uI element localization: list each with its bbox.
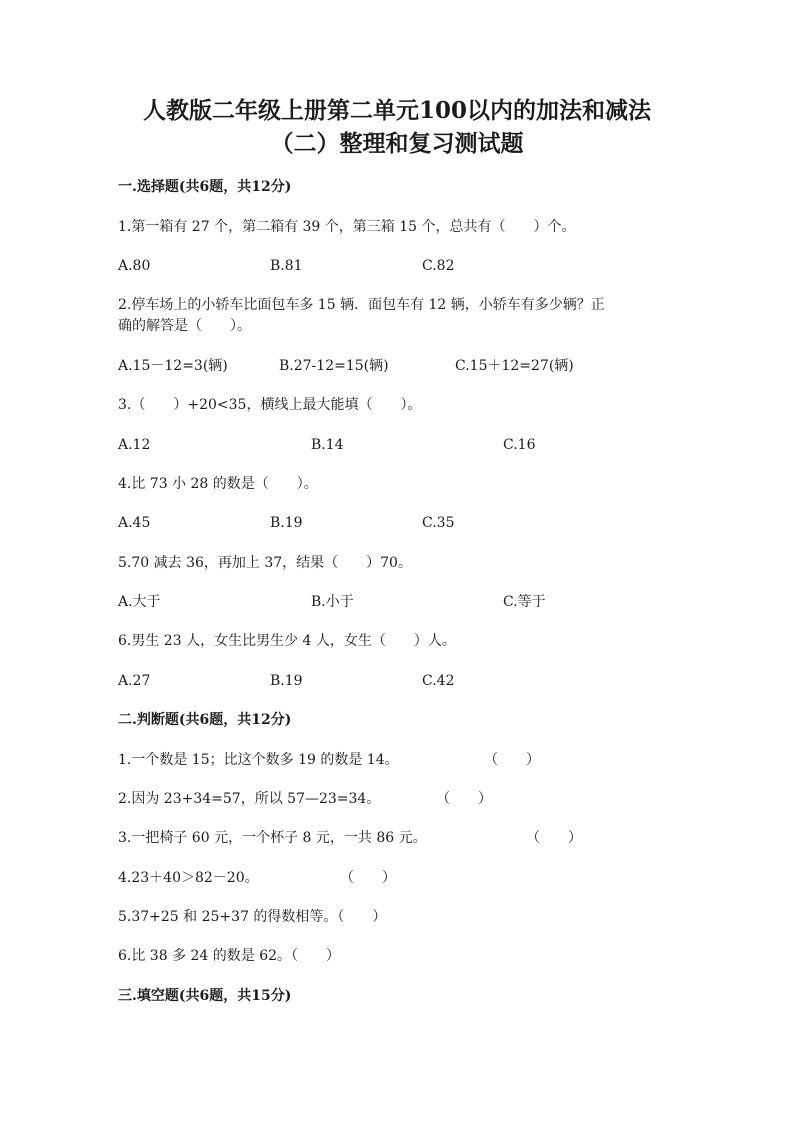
question-text: 1.一个数是 15；比这个数多 19 的数是 14。	[118, 752, 399, 768]
question-text: 6.比 38 多 24 的数是 62。（ ）	[118, 948, 341, 964]
answer-bracket: （ ）	[436, 791, 492, 807]
question-text: 4.比 73 小 28 的数是（ ）。	[118, 476, 318, 492]
option-c: C.15＋12=27(辆)	[455, 358, 574, 374]
question-text: 5.70 减去 36，再加上 37，结果（ ）70。	[118, 555, 412, 571]
question-text: 5.37+25 和 25+37 的得数相等。（ ）	[118, 909, 387, 925]
option-a: A.12	[118, 437, 151, 453]
option-b: B.14	[311, 437, 344, 453]
page-title-line2: （二）整理和复习测试题	[270, 130, 524, 157]
option-b: B.27-12=15(辆)	[279, 358, 389, 374]
question-text: 2.因为 23+34=57，所以 57—23=34。	[118, 791, 381, 807]
section-heading-judgement: 二.判断题(共6题，共12分)	[118, 712, 292, 728]
answer-bracket: （ ）	[340, 870, 396, 886]
question-text: 3.一把椅子 60 元，一个杯子 8 元，一共 86 元。	[118, 830, 427, 846]
option-a: A.27	[118, 673, 151, 689]
option-c: C.16	[503, 437, 536, 453]
option-b: B.19	[270, 673, 303, 689]
answer-bracket: （ ）	[484, 752, 540, 768]
page-title-line1: 人教版二年级上册第二单元100以内的加法和减法	[142, 97, 651, 124]
option-c: C.82	[422, 258, 455, 274]
option-a: A.15－12=3(辆)	[118, 358, 228, 374]
answer-bracket: （ ）	[526, 830, 582, 846]
question-text: 4.23＋40＞82－20。	[118, 870, 259, 886]
section-heading-choice: 一.选择题(共6题，共12分)	[118, 179, 292, 195]
question-text: 1.第一箱有 27 个，第二箱有 39 个，第三箱 15 个，总共有（ ）个。	[118, 219, 576, 235]
option-b: B.小于	[311, 594, 354, 610]
option-a: A.45	[118, 515, 151, 531]
section-heading-fill-blank: 三.填空题(共6题，共15分)	[118, 988, 292, 1004]
question-text: 6.男生 23 人，女生比男生少 4 人，女生（ ）人。	[118, 633, 456, 649]
option-b: B.19	[270, 515, 303, 531]
option-c: C.等于	[503, 594, 546, 610]
question-text: 3.（ ）+20<35，横线上最大能填（ ）。	[118, 397, 422, 413]
option-c: C.42	[422, 673, 455, 689]
option-a: A.大于	[118, 594, 161, 610]
option-c: C.35	[422, 515, 455, 531]
question-text-continued: 确的解答是（ ）。	[118, 318, 251, 334]
option-a: A.80	[118, 258, 151, 274]
option-b: B.81	[270, 258, 303, 274]
question-text: 2.停车场上的小轿车比面包车多 15 辆．面包车有 12 辆，小轿车有多少辆？正	[118, 297, 605, 313]
